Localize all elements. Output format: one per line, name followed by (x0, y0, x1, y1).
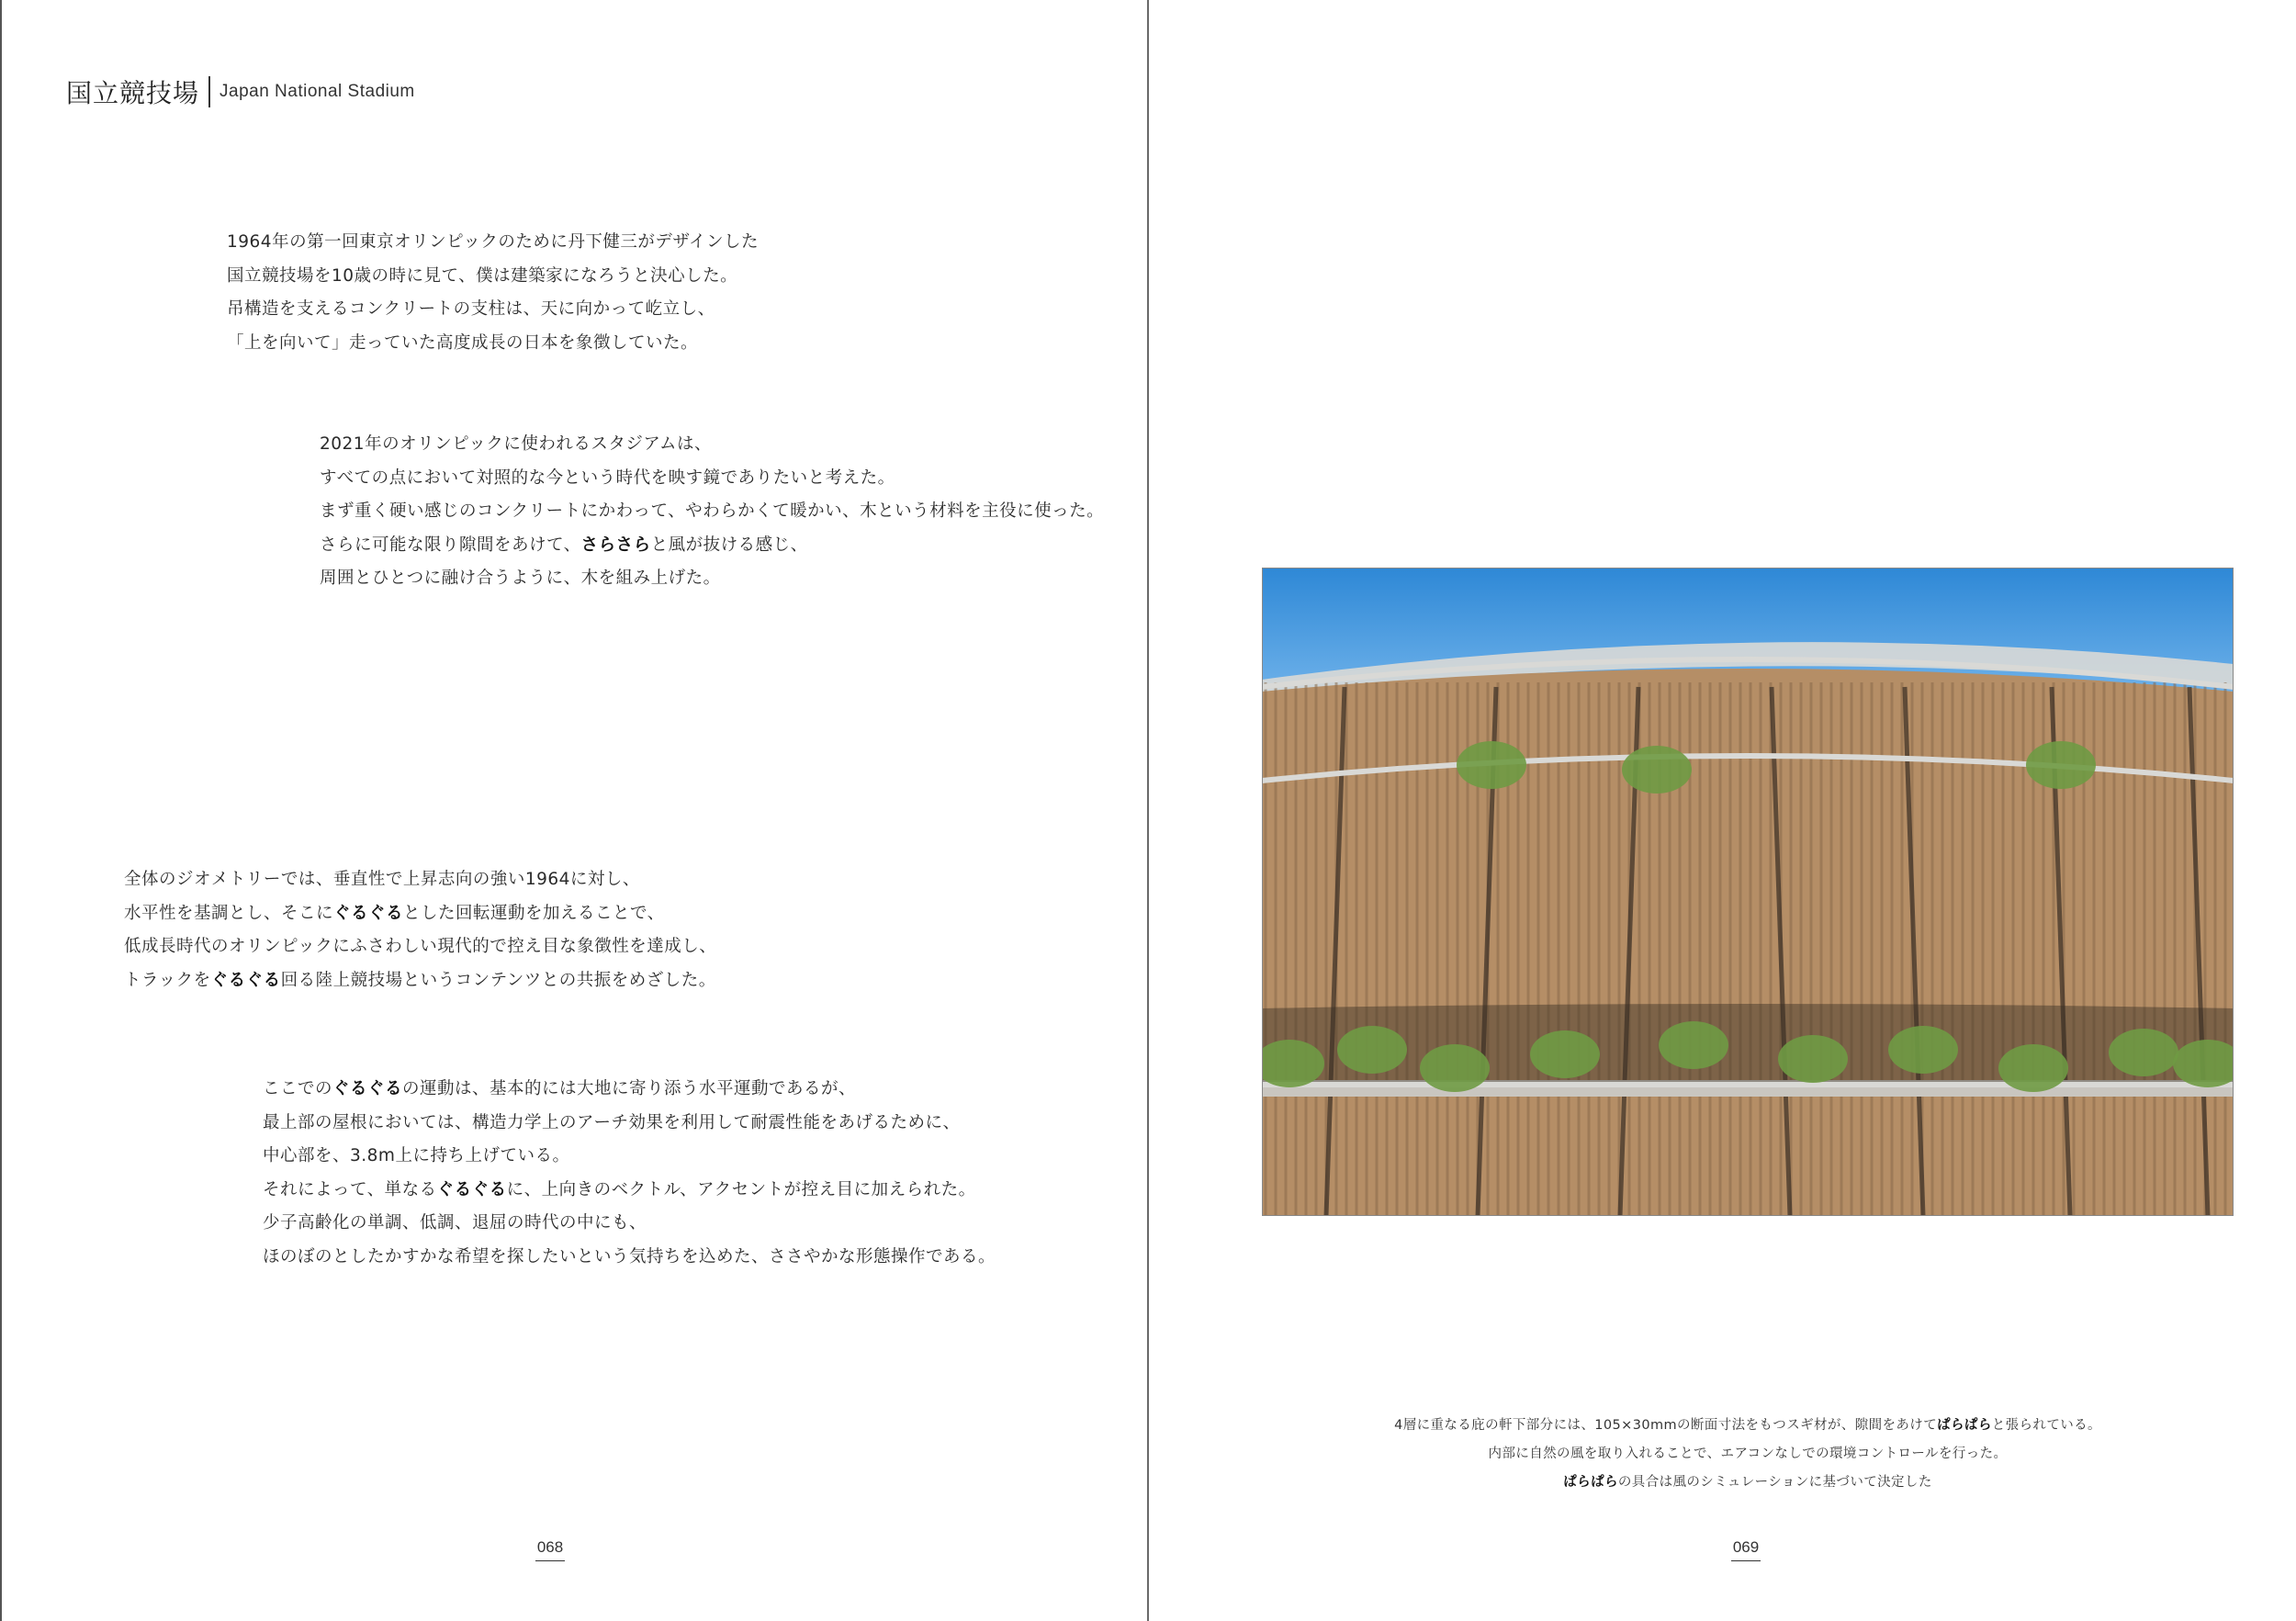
caption-line (1332, 1469, 2164, 1497)
caption-line (1332, 1412, 2164, 1440)
text-span: 回る陸上競技場というコンテンツとの共振をめざした。 (280, 970, 716, 990)
text-line: 全体のジオメトリーでは、垂直性で上昇志向の強い1964に対し、 (124, 870, 640, 889)
planter-rail (1262, 1087, 2234, 1097)
running-header (66, 73, 415, 110)
text-line (263, 1174, 996, 1208)
paragraph-4 (263, 1073, 996, 1274)
text-span: 水平性を基調とし、そこに (124, 903, 334, 923)
header-divider (208, 76, 210, 107)
stadium-facade-photo (1262, 568, 2234, 1216)
emphasis-onomatopoeia: ぐるぐる (210, 970, 281, 990)
text-line (263, 1073, 996, 1107)
text-line: ほのぼのとしたかすかな希望を探したいという気持ちを込めた、ささやかな形態操作である。 (263, 1246, 996, 1266)
text-line (320, 529, 1104, 563)
header-title-en: Japan National Stadium (219, 82, 415, 101)
planter-shadow (1262, 1004, 2234, 1082)
text-line: まず重く硬い感じのコンクリートにかわって、やわらかくて暖かい、木という材料を主役に使った。 (320, 501, 1105, 521)
photo-caption (1332, 1412, 2164, 1497)
paragraph-1 (227, 226, 759, 360)
text-span: とした回転運動を加えることで、 (403, 903, 665, 923)
text-span: の具合は風のシミュレーションに基づいて決定した (1617, 1475, 1932, 1490)
planter-greenery (1337, 1026, 1407, 1074)
text-line: 少子高齢化の単調、低調、退屈の時代の中にも、 (263, 1213, 647, 1233)
planter-greenery (1888, 1026, 1958, 1074)
text-line: 吊構造を支えるコンクリートの支柱は、天に向かって屹立し、 (227, 299, 715, 319)
text-span: の運動は、基本的には大地に寄り添う水平運動であるが、 (402, 1079, 857, 1098)
text-span: に、上向きのベクトル、アクセントが控え目に加えられた。 (506, 1179, 976, 1199)
text-line: すべての点において対照的な今という時代を映す鏡でありたいと考えた。 (320, 467, 895, 488)
text-span: と張られている。 (1991, 1418, 2101, 1433)
text-span: ここでの (263, 1079, 333, 1098)
text-line (124, 897, 716, 931)
planter-greenery (2026, 741, 2096, 789)
planter-greenery (1659, 1021, 1728, 1069)
emphasis-onomatopoeia: ぐるぐる (332, 1079, 403, 1098)
emphasis-onomatopoeia: さらさら (580, 535, 651, 555)
text-line: 中心部を、3.8m上に持ち上げている。 (263, 1146, 570, 1165)
text-line: 周囲とひとつに融け合うように、木を組み上げた。 (320, 568, 721, 588)
emphasis-onomatopoeia: ぱらぱら (1937, 1418, 1992, 1433)
page-number-right: 069 (1709, 1538, 1783, 1561)
text-line: 「上を向いて」走っていた高度成長の日本を象徴していた。 (227, 332, 699, 353)
text-line: 1964年の第一回東京オリンピックのために丹下健三がデザインした (227, 232, 760, 252)
header-title-jp: 国立競技場 (66, 78, 200, 108)
photo-illustration (1262, 568, 2234, 1216)
planter-greenery (1622, 746, 1692, 794)
planter-greenery (1530, 1030, 1600, 1078)
text-span: 4層に重なる庇の軒下部分には、105×30mmの断面寸法をもつスギ材が、隙間をあけて (1394, 1418, 1938, 1433)
text-span: と風が抜ける感じ、 (650, 535, 808, 555)
planter-greenery (2109, 1029, 2178, 1076)
emphasis-onomatopoeia: ぱらぱら (1563, 1475, 1618, 1490)
text-span: トラックを (124, 970, 211, 990)
planter-greenery (1457, 741, 1526, 789)
left-page (0, 0, 1147, 1621)
page-number-left: 068 (513, 1538, 587, 1561)
emphasis-onomatopoeia: ぐるぐる (436, 1179, 507, 1199)
planter-greenery (1998, 1044, 2068, 1092)
text-span: それによって、単なる (263, 1179, 437, 1199)
text-line (124, 964, 716, 998)
text-line: 最上部の屋根においては、構造力学上のアーチ効果を利用して耐震性能をあげるために、 (263, 1112, 961, 1132)
paragraph-2 (320, 428, 1104, 596)
paragraph-3 (124, 863, 716, 997)
text-line: 2021年のオリンピックに使われるスタジアムは、 (320, 434, 713, 454)
planter-greenery (1778, 1035, 1848, 1083)
planter-greenery (1420, 1044, 1490, 1092)
text-line: 国立競技場を10歳の時に見て、僕は建築家になろうと決心した。 (227, 265, 738, 286)
text-span: さらに可能な限り隙間をあけて、 (320, 535, 581, 555)
text-line: 低成長時代のオリンピックにふさわしい現代的で控え目な象徴性を達成し、 (124, 937, 717, 956)
emphasis-onomatopoeia: ぐるぐる (333, 903, 404, 923)
caption-line: 内部に自然の風を取り入れることで、エアコンなしでの環境コントロールを行った。 (1488, 1447, 2008, 1461)
